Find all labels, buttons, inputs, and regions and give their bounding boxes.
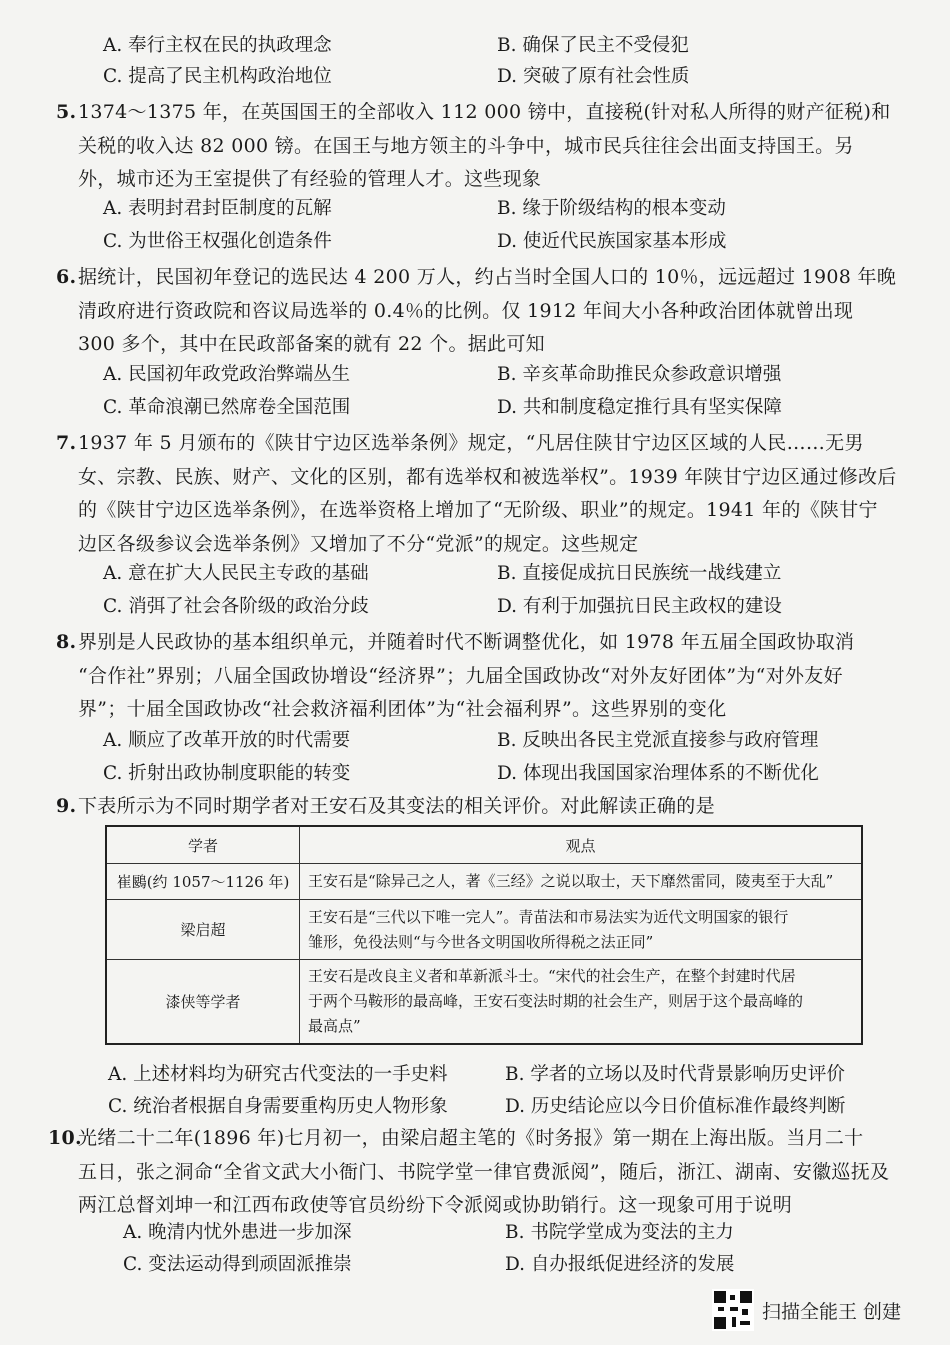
question-5: [56, 96, 891, 197]
q4-option-d[interactable]: D. 突破了原有社会性质: [497, 66, 690, 87]
q6-option-a[interactable]: A. 民国初年政党政治弊端丛生: [103, 364, 351, 385]
q9-option-a[interactable]: A. 上述材料均为研究古代变法的一手史料: [108, 1064, 448, 1085]
table-row: [106, 960, 862, 1044]
q5-option-d[interactable]: D. 使近代民族国家基本形成: [497, 231, 727, 252]
q8-option-d[interactable]: D. 体现出我国国家治理体系的不断优化: [497, 763, 819, 784]
q8-option-a[interactable]: A. 顺应了改革开放的时代需要: [103, 730, 351, 751]
question-10: [48, 1122, 890, 1223]
view-cell: [300, 960, 863, 1044]
q10-option-b[interactable]: B. 书院学堂成为变法的主力: [505, 1222, 734, 1243]
question-text-line: 两江总督刘坤一和江西布政使等官员纷纷下令派阅或协助销行。这一现象可用于说明: [78, 1194, 793, 1216]
q7-option-b[interactable]: B. 直接促成抗日民族统一战线建立: [497, 563, 782, 584]
q9-option-b[interactable]: B. 学者的立场以及时代背景影响历史评价: [505, 1064, 845, 1085]
q10-option-a[interactable]: A. 晚清内忧外患进一步加深: [123, 1222, 352, 1243]
question-number: 8.: [56, 631, 77, 653]
scanner-watermark: [712, 1290, 901, 1330]
q5-option-a[interactable]: A. 表明封君封臣制度的瓦解: [103, 198, 332, 219]
question-text-line: 边区各级参议会选举条例》又增加了不分“党派”的规定。这些规定: [78, 532, 639, 555]
q9-option-d[interactable]: D. 历史结论应以今日价值标准作最终判断: [505, 1096, 846, 1117]
q5-option-c[interactable]: C. 为世俗王权强化创造条件: [103, 231, 332, 252]
q7-option-d[interactable]: D. 有利于加强抗日民主政权的建设: [497, 596, 782, 617]
view-cell: [300, 864, 863, 900]
table-header-scholar: 学者: [106, 826, 300, 864]
view-line: 王安石是改良主义者和革新派斗士。“宋代的社会生产，在整个封建时代居: [308, 966, 796, 985]
q4-option-c[interactable]: C. 提高了民主机构政治地位: [103, 66, 332, 87]
q7-option-c[interactable]: C. 消弭了社会各阶级的政治分歧: [103, 596, 369, 617]
qr-code-icon: [712, 1289, 754, 1331]
question-number: 5.: [56, 101, 77, 123]
question-text-line: 女、宗教、民族、财产、文化的区别，都有选举权和被选举权”。1939 年陕甘宁边区通过修改后: [78, 465, 897, 488]
question-text-line: 300 多个，其中在民政部备案的就有 22 个。据此可知: [78, 333, 545, 355]
scholar-cell: 漆侠等学者: [106, 960, 300, 1044]
scanner-brand-text: 扫描全能王 创建: [762, 1300, 902, 1323]
question-text-line: 1937 年 5 月颁布的《陕甘宁边区选举条例》规定，“凡居住陕甘宁边区区域的人民……无男: [78, 432, 864, 454]
question-text-line: 界别是人民政协的基本组织单元，并随着时代不断调整优化，如 1978 年五届全国政协取消: [78, 631, 855, 653]
question-text-line: 外，城市还为王室提供了有经验的管理人才。这些现象: [78, 168, 542, 190]
question-text-line: “合作社”界别；八届全国政协增设“经济界”；九届全国政协改“对外友好团体”为“对外友好: [78, 664, 843, 687]
question-text-line: 光绪二十二年(1896 年)七月初一，由梁启超主笔的《时务报》第一期在上海出版。当月二十: [78, 1127, 864, 1149]
table-row: [106, 900, 862, 960]
question-text-line: 1374～1375 年，在英国国王的全部收入 112 000 镑中，直接税(针对私人所得的财产征税)和: [78, 101, 891, 123]
q7-option-a[interactable]: A. 意在扩大人民民主专政的基础: [103, 563, 369, 584]
question-number: 7.: [56, 432, 77, 454]
view-line: 于两个马鞍形的最高峰，王安石变法时期的社会生产，则居于这个最高峰的: [308, 991, 804, 1010]
q6-option-c[interactable]: C. 革命浪潮已然席卷全国范围: [103, 397, 351, 418]
question-text-line: 下表所示为不同时期学者对王安石及其变法的相关评价。对此解读正确的是: [78, 795, 715, 817]
q8-option-c[interactable]: C. 折射出政协制度职能的转变: [103, 763, 351, 784]
view-line: 最高点”: [308, 1016, 361, 1035]
q8-option-b[interactable]: B. 反映出各民主党派直接参与政府管理: [497, 730, 819, 751]
q4-option-b[interactable]: B. 确保了民主不受侵犯: [497, 35, 689, 56]
scholar-cell: 梁启超: [106, 900, 300, 960]
question-number: 6.: [56, 266, 77, 288]
question-6: [56, 261, 897, 362]
question-7: [56, 427, 897, 561]
question-number: 9.: [56, 795, 77, 817]
q10-option-c[interactable]: C. 变法运动得到顽固派推崇: [123, 1254, 352, 1275]
question-text-line: 关税的收入达 82 000 镑。在国王与地方领主的斗争中，城市民兵往往会出面支持国王。另: [78, 134, 854, 157]
q5-option-b[interactable]: B. 缘于阶级结构的根本变动: [497, 198, 726, 219]
q10-option-d[interactable]: D. 自办报纸促进经济的发展: [505, 1254, 735, 1275]
question-number: 10.: [48, 1127, 82, 1149]
question-text-line: 的《陕甘宁边区选举条例》，在选举资格上增加了“无阶级、职业”的规定。1941 年的《陕甘宁: [78, 499, 878, 521]
scholar-views-table: [105, 825, 863, 1045]
table-header-row: [106, 826, 862, 864]
q6-option-b[interactable]: B. 辛亥革命助推民众参政意识增强: [497, 364, 782, 385]
question-9: [56, 790, 868, 824]
q4-option-a[interactable]: A. 奉行主权在民的执政理念: [103, 35, 332, 56]
question-text-line: 五日，张之洞命“全省文武大小衙门、书院学堂一律官费派阅”，随后，浙江、湖南、安徽巡抚及: [78, 1160, 890, 1183]
view-line: 王安石是“三代以下唯一完人”。青苗法和市易法实为近代文明国家的银行: [308, 907, 789, 926]
table-row: [106, 864, 862, 900]
view-cell: [300, 900, 863, 960]
table-header-view: 观点: [300, 826, 863, 864]
question-text-line: 界”；十届全国政协改“社会救济福利团体”为“社会福利界”。这些界别的变化: [78, 698, 727, 720]
question-text-line: 清政府进行资政院和咨议局选举的 0.4％的比例。仅 1912 年间大小各种政治团体就曾出现: [78, 299, 854, 322]
q6-option-d[interactable]: D. 共和制度稳定推行具有坚实保障: [497, 397, 782, 418]
question-text-line: 据统计，民国初年登记的选民达 4 200 万人，约占当时全国人口的 10％，远远超过 1908 年晚: [78, 266, 897, 288]
view-line: 王安石是“除异己之人，著《三经》之说以取士，天下靡然雷同，陵夷至于大乱”: [308, 872, 834, 890]
q9-option-c[interactable]: C. 统治者根据自身需要重构历史人物形象: [108, 1096, 448, 1117]
question-8: [56, 626, 868, 727]
scholar-cell: 崔鶠(约 1057～1126 年): [106, 864, 300, 900]
view-line: 雏形，免役法则“与今世各文明国收所得税之法正同”: [308, 932, 654, 951]
